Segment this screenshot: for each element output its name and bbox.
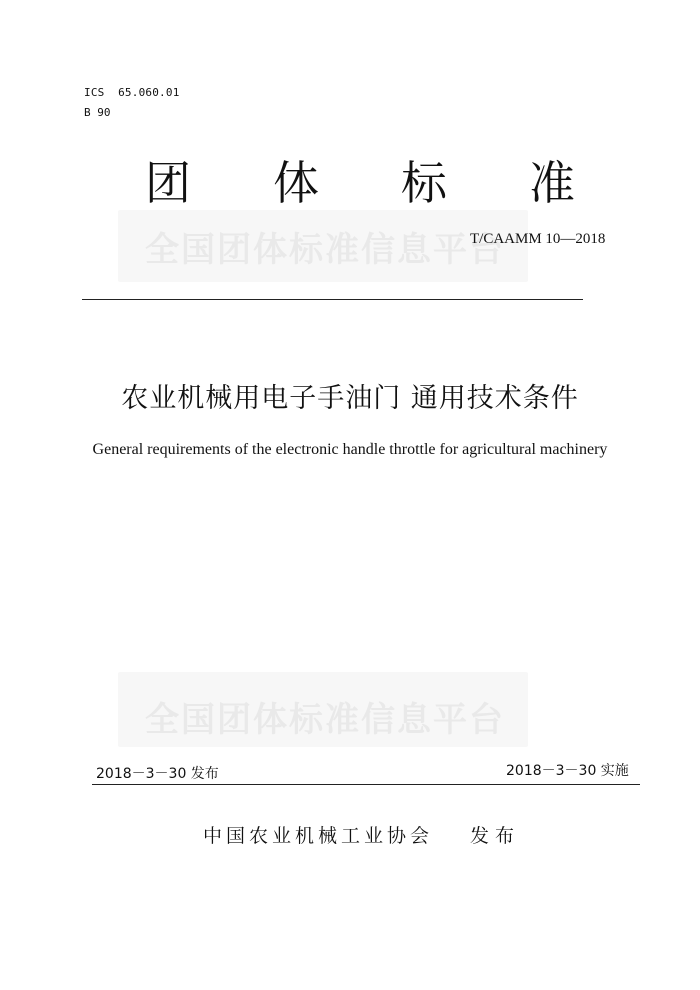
standard-type-char: 准: [529, 156, 575, 210]
standard-type-char: 团: [145, 156, 191, 210]
header-divider: [82, 299, 583, 300]
standard-type-char: 标: [401, 156, 447, 210]
title-chinese: 农业机械用电子手油门 通用技术条件: [121, 383, 579, 414]
implementation-date: 2018－3－30 实施: [506, 763, 629, 779]
issue-date: 2018－3－30 发布: [96, 766, 219, 782]
ics-code: ICS 65.060.01: [84, 86, 180, 99]
standard-type-heading: [140, 155, 580, 211]
date-divider: [92, 784, 640, 785]
standard-number: T/CAAMM 10—2018: [470, 231, 606, 247]
publish-label: 发布: [470, 825, 521, 847]
watermark-top: 全国团体标准信息平台: [145, 230, 505, 270]
standard-type-char: 体: [273, 156, 319, 210]
watermark-bottom: 全国团体标准信息平台: [145, 700, 505, 740]
publisher-name: 中国农业机械工业协会: [203, 825, 434, 847]
title-english: General requirements of the electronic handle throttle for agricultural machinery: [92, 441, 608, 458]
classification-code: B 90: [84, 106, 111, 119]
